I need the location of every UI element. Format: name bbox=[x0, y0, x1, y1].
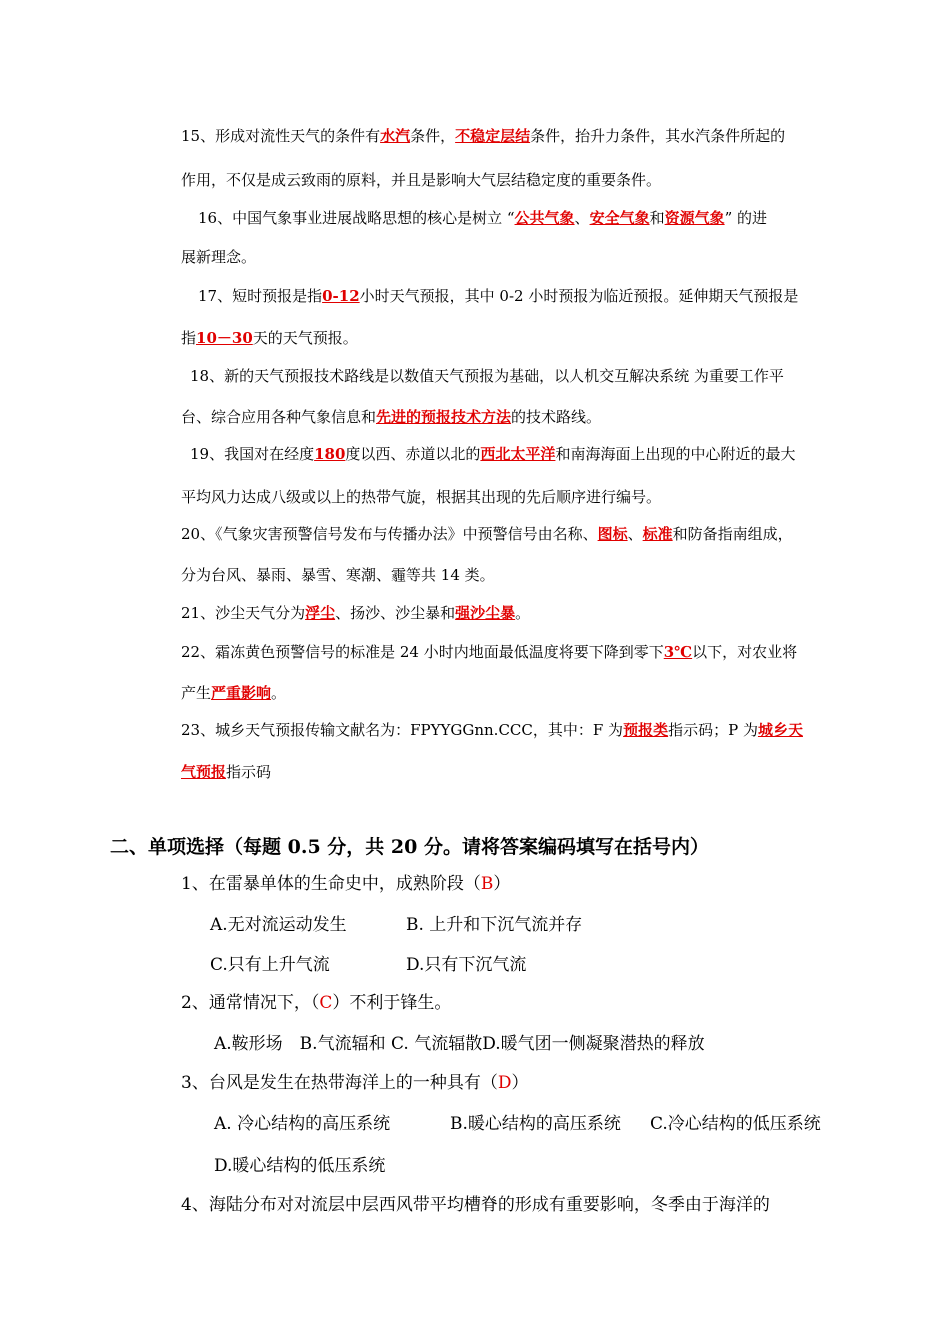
q21-answer-2: 强沙尘暴 bbox=[455, 604, 516, 622]
mc1-stem bbox=[181, 874, 510, 894]
q23-answer-2: 城乡天 bbox=[757, 721, 803, 739]
q22-line1 bbox=[181, 642, 797, 662]
mc3-text: 3、台风是发生在热带海洋上的一种具有（ bbox=[181, 1073, 498, 1093]
q15-text: 15、形成对流性天气的条件有 bbox=[181, 127, 381, 145]
mc1-option-c: C.只有上升气流 bbox=[210, 955, 330, 975]
q20-answer-1: 图标 bbox=[597, 525, 628, 543]
q20-text: 20、《气象灾害预警信号发布与传播办法》中预警信号由名称、 bbox=[181, 525, 598, 543]
q18-answer-1: 先进的预报技术方法 bbox=[376, 408, 512, 426]
q20-sep: 、 bbox=[627, 525, 643, 543]
mc3-text: ） bbox=[511, 1073, 529, 1093]
mc3-option-a: A. 冷心结构的高压系统 bbox=[214, 1114, 391, 1134]
q15-answer-1: 水汽 bbox=[380, 127, 411, 145]
q23-line2 bbox=[181, 762, 271, 782]
q19-line2: 平均风力达成八级或以上的热带气旋，根据其出现的先后顺序进行编号。 bbox=[181, 488, 662, 506]
mc1-text: 1、在雷暴单体的生命史中，成熟阶段（ bbox=[181, 874, 481, 894]
q20-line2: 分为台风、暴雨、暴雪、寒潮、霾等共 14 类。 bbox=[181, 566, 495, 584]
q21-text: 、扬沙、沙尘暴和 bbox=[335, 604, 456, 622]
q17-text: 指 bbox=[181, 329, 197, 347]
mc2-text: 2、通常情况下，（ bbox=[181, 993, 320, 1013]
mc1-option-b: B. 上升和下沉气流并存 bbox=[406, 915, 583, 935]
q16-answer-2: 安全气象 bbox=[589, 209, 650, 227]
q23-answer-1: 预报类 bbox=[623, 721, 669, 739]
q16-text: ” 的进 bbox=[724, 209, 768, 227]
q16-text: 16、中国气象事业进展战略思想的核心是树立 “ bbox=[198, 209, 515, 227]
section-heading: 二、单项选择（每题 0.5 分，共 20 分。请将答案编码填写在括号内） bbox=[110, 836, 709, 858]
q19-text: 和南海海面上出现的中心附近的最大 bbox=[555, 445, 796, 463]
mc3-option-c: C.冷心结构的低压系统 bbox=[650, 1114, 821, 1134]
mc4-stem: 4、海陆分布对对流层中层西风带平均槽脊的形成有重要影响，冬季由于海洋的 bbox=[181, 1195, 770, 1215]
q17-text: 小时天气预报，其中 0-2 小时预报为临近预报。延伸期天气预报是 bbox=[359, 287, 799, 305]
mc3-option-d: D.暖心结构的低压系统 bbox=[214, 1156, 386, 1176]
q16-sep: 和 bbox=[649, 209, 665, 227]
q18-line2 bbox=[181, 407, 601, 427]
q18-line1: 18、新的天气预报技术路线是以数值天气预报为基础，以人机交互解决系统 为重要工作平 bbox=[190, 367, 784, 385]
q20-line1 bbox=[181, 524, 793, 544]
q21-answer-1: 浮尘 bbox=[305, 604, 336, 622]
q23-text: 23、城乡天气预报传输文献名为：FPYYGGnn.CCC，其中：F 为 bbox=[181, 721, 624, 739]
q15-line2: 作用，不仅是成云致雨的原料，并且是影响大气层结稳定度的重要条件。 bbox=[181, 171, 662, 189]
q16-answer-3: 资源气象 bbox=[664, 209, 725, 227]
mc3-answer: D bbox=[497, 1073, 512, 1093]
q22-text: 产生 bbox=[181, 684, 212, 702]
mc1-option-a: A.无对流运动发生 bbox=[210, 915, 347, 935]
mc1-option-d: D.只有下沉气流 bbox=[406, 955, 527, 975]
q22-text: 22、霜冻黄色预警信号的标准是 24 小时内地面最低温度将要下降到零下 bbox=[181, 643, 664, 661]
q17-line1 bbox=[198, 286, 798, 306]
q18-text: 台、综合应用各种气象信息和 bbox=[181, 408, 377, 426]
q19-answer-2: 西北太平洋 bbox=[480, 445, 556, 463]
q19-text: 19、我国对在经度 bbox=[190, 445, 315, 463]
q23-line1 bbox=[181, 720, 803, 740]
q20-answer-2: 标准 bbox=[642, 525, 673, 543]
q22-line2 bbox=[181, 683, 286, 703]
mc3-stem bbox=[181, 1073, 528, 1093]
q16-line1 bbox=[198, 208, 767, 228]
q21-text: 21、沙尘天气分为 bbox=[181, 604, 306, 622]
q21-line bbox=[181, 603, 530, 623]
q17-line2 bbox=[181, 328, 358, 348]
q22-answer-1: 3℃ bbox=[663, 643, 693, 661]
q17-text: 天的天气预报。 bbox=[252, 329, 358, 347]
mc1-text: ） bbox=[493, 874, 511, 894]
q20-text: 和防备指南组成， bbox=[672, 525, 793, 543]
mc3-option-b: B.暖心结构的高压系统 bbox=[450, 1114, 621, 1134]
mc2-answer: C bbox=[319, 993, 333, 1013]
q19-line1 bbox=[190, 444, 795, 464]
q16-answer-1: 公共气象 bbox=[514, 209, 575, 227]
mc2-options: A.鞍形场 B.气流辐和 C. 气流辐散D.暖气团一侧凝聚潜热的释放 bbox=[214, 1034, 705, 1054]
q22-answer-2: 严重影响 bbox=[211, 684, 272, 702]
q23-text: 指示码 bbox=[226, 763, 272, 781]
mc1-answer: B bbox=[480, 874, 494, 894]
q17-answer-1: 0-12 bbox=[322, 287, 360, 305]
q17-answer-2: 10－30 bbox=[196, 329, 253, 347]
q19-answer-1: 180 bbox=[314, 445, 346, 463]
mc2-text: ）不利于锋生。 bbox=[332, 993, 452, 1013]
q16-line2: 展新理念。 bbox=[181, 248, 257, 266]
q15-text: 条件，抬升力条件，其水汽条件所起的 bbox=[530, 127, 786, 145]
q15-answer-2: 不稳定层结 bbox=[455, 127, 531, 145]
q17-text: 17、短时预报是指 bbox=[198, 287, 323, 305]
q21-text: 。 bbox=[515, 604, 531, 622]
q15-text: 条件， bbox=[410, 127, 456, 145]
q18-text: 的技术路线。 bbox=[511, 408, 602, 426]
q22-text: 以下，对农业将 bbox=[692, 643, 798, 661]
q23-text: 指示码；P 为 bbox=[668, 721, 758, 739]
q22-text: 。 bbox=[271, 684, 287, 702]
q16-sep: 、 bbox=[574, 209, 590, 227]
q19-text: 度以西、赤道以北的 bbox=[345, 445, 481, 463]
q23-answer-3: 气预报 bbox=[181, 763, 227, 781]
q15-line1 bbox=[181, 126, 785, 146]
mc2-stem bbox=[181, 993, 451, 1013]
